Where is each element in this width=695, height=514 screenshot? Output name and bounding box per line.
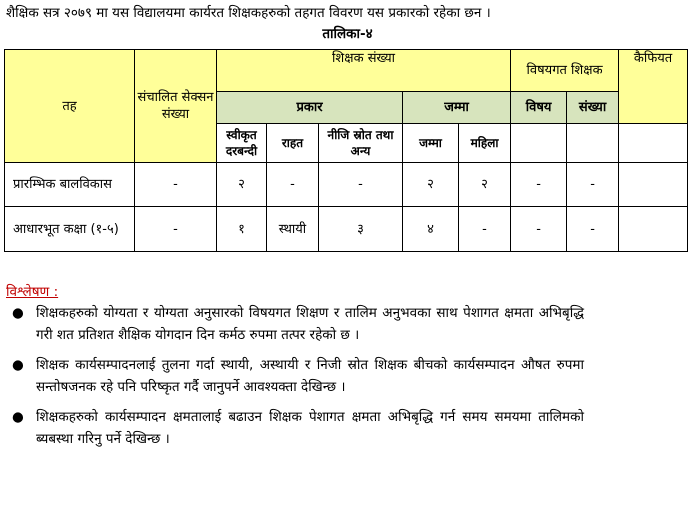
empty-cell bbox=[567, 124, 619, 163]
analysis-point: शिक्षक कार्यसम्पादनलाई तुलना गर्दा स्थायी, अस्थायी र निजी स्रोत शिक्षक बीचको कार्यसम्पादन औषत रुपमा सन्तोषजनक रहे पनि परिष्कृत गर्दै जानुपर्ने आवश्यक्ता देखिन्छ । bbox=[36, 357, 584, 395]
analysis-point: शिक्षकहरुको योग्यता र योग्यता अनुसारको विषयगत शिक्षण र तालिम अनुभवका साथ पेशागत क्षमता अभिबृद्धि गरी शत प्रतिशत शैक्षिक योगदान दिन कर्मठ रुपमा तत्पर रहेको छ । bbox=[36, 305, 584, 343]
header-sections: संचालित सेक्सन संख्या bbox=[135, 50, 217, 163]
empty-cell bbox=[619, 124, 688, 163]
cell-remarks bbox=[619, 163, 688, 207]
header-private: नीजि स्रोत तथा अन्य bbox=[319, 124, 403, 163]
header-type: प्रकार bbox=[217, 92, 403, 124]
cell-private: - bbox=[319, 163, 403, 207]
cell-female: - bbox=[459, 207, 511, 252]
cell-number: - bbox=[567, 207, 619, 252]
cell-level: प्रारम्भिक बालविकास bbox=[5, 163, 135, 207]
table-row bbox=[5, 207, 688, 252]
header-level: तह bbox=[5, 50, 135, 163]
header-total-sub: जम्मा bbox=[403, 124, 459, 163]
list-item bbox=[6, 406, 584, 450]
analysis-heading: विश्लेषण : bbox=[6, 284, 59, 300]
table-caption: तालिका-४ bbox=[322, 26, 373, 42]
cell-subject: - bbox=[511, 207, 567, 252]
analysis-point: शिक्षकहरुको कार्यसम्पादन क्षमतालाई बढाउन शिक्षक पेशागत क्षमता अभिबृद्धि गर्न समय समयमा तालिमको ब्यबस्था गरिनु पर्ने देखिन्छ । bbox=[36, 409, 584, 447]
header-remarks: कैफियत bbox=[619, 50, 688, 124]
list-item bbox=[6, 354, 584, 398]
header-subject-teacher: विषयगत शिक्षक bbox=[511, 50, 619, 92]
cell-relief: - bbox=[267, 163, 319, 207]
header-permanent: स्वीकृत दरबन्दी bbox=[217, 124, 267, 163]
cell-female: २ bbox=[459, 163, 511, 207]
bullet-icon: ● bbox=[12, 357, 24, 373]
cell-total: ४ bbox=[403, 207, 459, 252]
cell-number: - bbox=[567, 163, 619, 207]
cell-remarks bbox=[619, 207, 688, 252]
teacher-table bbox=[4, 49, 688, 252]
header-subject: विषय bbox=[511, 92, 567, 124]
header-total: जम्मा bbox=[403, 92, 511, 124]
cell-total: २ bbox=[403, 163, 459, 207]
cell-permanent: २ bbox=[217, 163, 267, 207]
cell-relief: स्थायी bbox=[267, 207, 319, 252]
cell-permanent: १ bbox=[217, 207, 267, 252]
bullet-icon: ● bbox=[12, 305, 24, 321]
empty-cell bbox=[511, 124, 567, 163]
cell-sections: - bbox=[135, 163, 217, 207]
intro-paragraph: शैक्षिक सत्र २०७९ मा यस विद्यालयमा कार्यरत शिक्षकहरुको तहगत विवरण यस प्रकारको रहेका छन । bbox=[6, 5, 491, 21]
header-relief: राहत bbox=[267, 124, 319, 163]
cell-level: आधारभूत कक्षा (१-५) bbox=[5, 207, 135, 252]
list-item bbox=[6, 302, 584, 346]
analysis-list bbox=[6, 302, 584, 458]
bullet-icon: ● bbox=[12, 409, 24, 425]
table-row bbox=[5, 163, 688, 207]
cell-private: ३ bbox=[319, 207, 403, 252]
header-female: महिला bbox=[459, 124, 511, 163]
cell-sections: - bbox=[135, 207, 217, 252]
header-number: संख्या bbox=[567, 92, 619, 124]
header-teacher-count: शिक्षक संख्या bbox=[217, 50, 511, 92]
cell-subject: - bbox=[511, 163, 567, 207]
